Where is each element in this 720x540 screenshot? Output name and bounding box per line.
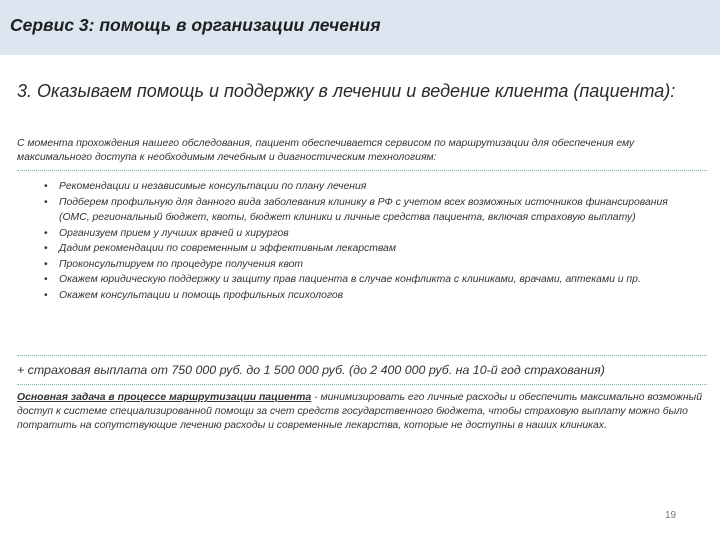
header-bar [0, 0, 720, 55]
main-task-text: - минимизировать его личные расходы и обеспечить максимально возможный доступ к системе специализированной помощи за счет средств государственного бюджета, чтобы страховую выплату можно было потратить на сопутствующие лечению расходы и современные лекарства, которые не доступны в наших клиниках. [17, 392, 702, 431]
list-item: • Окажем консультации и помощь профильных психологов [44, 288, 684, 304]
bullet-icon: • [44, 274, 48, 285]
bullet-icon: • [44, 181, 48, 192]
list-item: • Дадим рекомендации по современным и эффективным лекарствам [44, 241, 684, 257]
bullet-icon: • [44, 227, 48, 239]
bullet-icon: • [44, 258, 48, 270]
divider [17, 170, 707, 171]
list-item: • Рекомендации и независимые консультации по плану лечения [44, 179, 684, 195]
insurance-payout-text: + страховая выплата от 750 000 руб. до 1 500 000 руб. (до 2 400 000 руб. на 10-й год страхования) [17, 363, 605, 377]
page-number: 19 [665, 510, 677, 521]
list-item: • Организуем прием у лучших врачей и хирургов [44, 226, 684, 242]
list-item: • Окажем юридическую поддержку и защиту прав пациента в случае конфликта с клиниками, врачами, аптеками и пр. [44, 272, 684, 288]
list-item: • Подберем профильную для данного вида заболевания клинику в РФ с учетом всех возможных источников финансирования (ОМС, региональный бюджет, квоты, бюджет клиники и личные средства пациента, включая страховую выплату) [44, 196, 668, 223]
divider [17, 384, 707, 385]
list-item: • Проконсультируем по процедуре получения квот [44, 257, 684, 273]
bullet-icon: • [44, 243, 48, 254]
service-list [44, 179, 684, 303]
main-task-paragraph [17, 391, 707, 433]
intro-paragraph: С момента прохождения нашего обследования, пациент обеспечивается сервисом по маршрутизации для обеспечения ему максимального доступа к необходимым лечебным и диагностическим технологиям: [17, 138, 635, 163]
slide-title: Сервис 3: помощь в организации лечения [10, 15, 381, 35]
bullet-icon: • [44, 196, 48, 208]
section-heading: 3. Оказываем помощь и поддержку в лечении и ведение клиента (пациента): [17, 81, 676, 101]
main-task-lead: Основная задача в процессе маршрутизации пациента [17, 392, 312, 403]
divider [17, 355, 707, 356]
bullet-icon: • [44, 289, 48, 301]
